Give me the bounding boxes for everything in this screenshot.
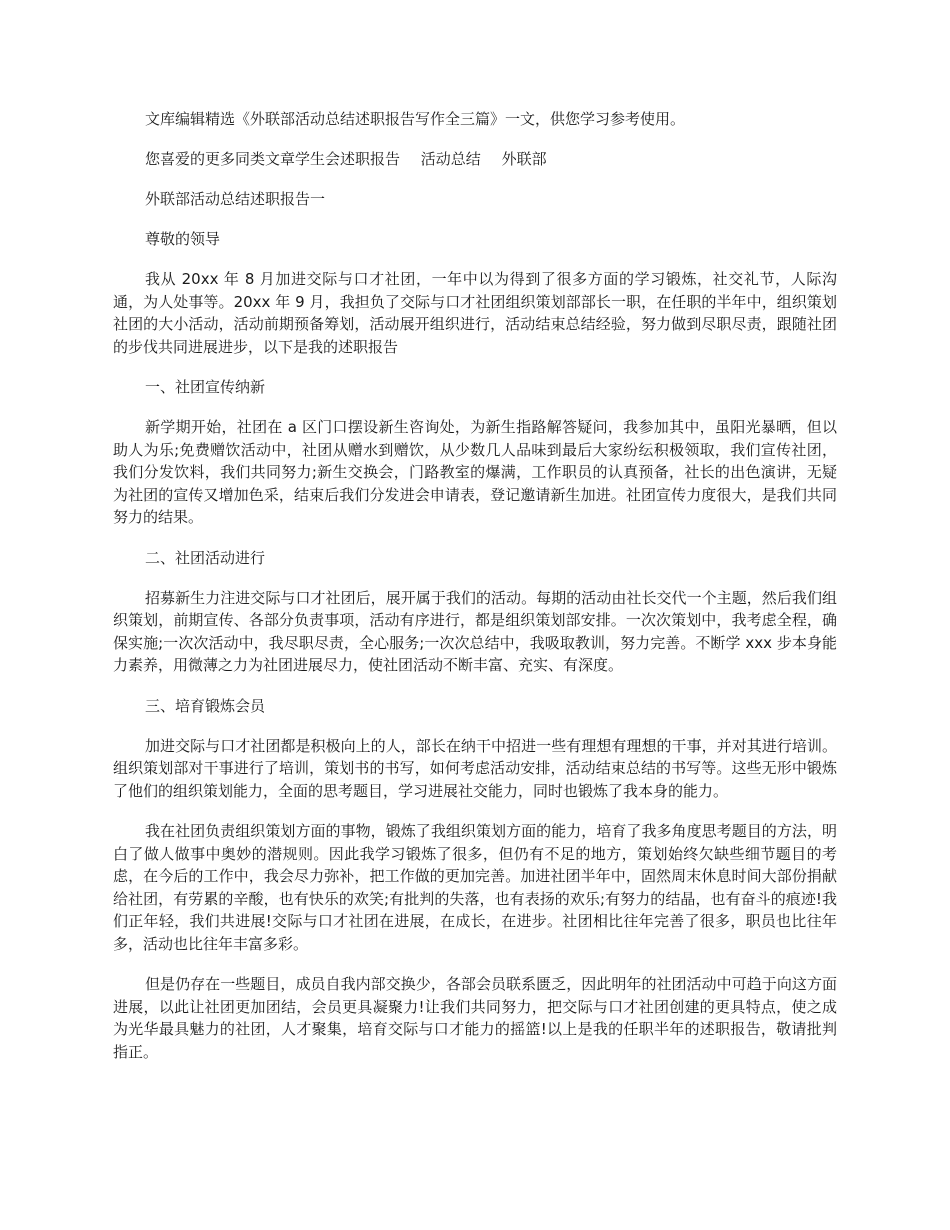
section-heading-training: 三、培育锻炼会员 [145, 696, 266, 715]
paragraph-training: 加进交际与口才社团都是积极向上的人，部长在纳干中招进一些有理想有理想的干事，并对其进行培训。组织策划部对干事进行了培训，策划书的书写，如何考虑活动安排，活动结束总结的书写等。这些无形中锻炼了他们的组织策划能力，全面的思考题目，学习进展社交能力，同时也锻炼了我本身的能力。 [113, 736, 837, 800]
intro-line: 文库编辑精选《外联部活动总结述职报告写作全三篇》一文，供您学习参考使用。 [145, 110, 686, 128]
report-title: 外联部活动总结述职报告一 [145, 190, 326, 208]
related-tag-external-liaison[interactable]: 外联部 [501, 150, 547, 168]
related-label[interactable]: 您喜爱的更多同类文章学生会述职报告 [145, 150, 401, 168]
section-heading-activities: 二、社团活动进行 [145, 548, 266, 567]
section-heading-recruitment: 一、社团宣传纳新 [145, 378, 266, 396]
paragraph-recruitment: 新学期开始，社团在 a 区门口摆设新生咨询处，为新生指路解答疑问，我参加其中，虽阳光暴晒，但以助人为乐;免费赠饮活动中，社团从赠水到赠饮，从少数几人品味到最后大家纷纭积极领取，我们宣传社团，我们分发饮料，我们共同努力;新生交换会，门路教室的爆满，工作职员的认真预备，社长的出色演讲，无疑为社团的宣传又增加色采，结束后我们分发进会申请表，登记邀请新生加进。社团宣传力度很大，是我们共同努力的结果。 [113, 418, 837, 526]
paragraph-conclusion: 但是仍存在一些题目，成员自我内部交换少，各部会员联系匮乏，因此明年的社团活动中可趋于向这方面进展，以此让社团更加团结，会员更具凝聚力!让我们共同努力，把交际与口才社团创建的更具特点，使之成为光华最具魅力的社团，人才聚集，培育交际与口才能力的摇篮!以上是我的任职半年的述职报告，敬请批判指正。 [113, 975, 837, 1061]
paragraph-reflection: 我在社团负责组织策划方面的事物，锻炼了我组织策划方面的能力，培育了我多角度思考题目的方法，明白了做人做事中奥妙的潜规则。因此我学习锻炼了很多，但仍有不足的地方，策划始终欠缺些细节题目的考虑，在今后的工作中，我会尽力弥补，把工作做的更加完善。加进社团半年中，固然周末休息时间大部份捐献给社团，有劳累的辛酸，也有快乐的欢笑;有批判的失落，也有表扬的欢乐;有努力的结晶，也有奋斗的痕迹!我们正年轻，我们共进展!交际与口才社团在进展，在成长，在进步。社团相比往年完善了很多，职员也比往年多，活动也比往年丰富多彩。 [113, 822, 837, 953]
related-articles-line [113, 148, 837, 170]
salutation: 尊敬的领导 [145, 230, 221, 248]
related-tag-activity-summary[interactable]: 活动总结 [420, 150, 481, 168]
paragraph-activities: 招募新生力注进交际与口才社团后，展开属于我们的活动。每期的活动由社长交代一个主题，然后我们组织策划，前期宣传、各部分负责事项，活动有序进行，都是组织策划部安排。一次次策划中，我考虑全程，确保实施;一次次活动中，我尽职尽责，全心服务;一次次总结中，我吸取教训，努力完善。不断学 xxx 步本身能力素养，用微薄之力为社团进展尽力，使社团活动不断丰富、充实、有深度。 [113, 588, 837, 674]
paragraph-intro: 我从 20xx 年 8 月加进交际与口才社团，一年中以为得到了很多方面的学习锻炼，社交礼节，人际沟通，为人处事等。20xx 年 9 月，我担负了交际与口才社团组织策划部部长一职，在任职的半年中，组织策划社团的大小活动，活动前期预备筹划，活动展开组织进行，活动结束总结经验，努力做到尽职尽责，跟随社团的步伐共同进展进步，以下是我的述职报告 [113, 270, 837, 356]
document-page [113, 108, 837, 1081]
